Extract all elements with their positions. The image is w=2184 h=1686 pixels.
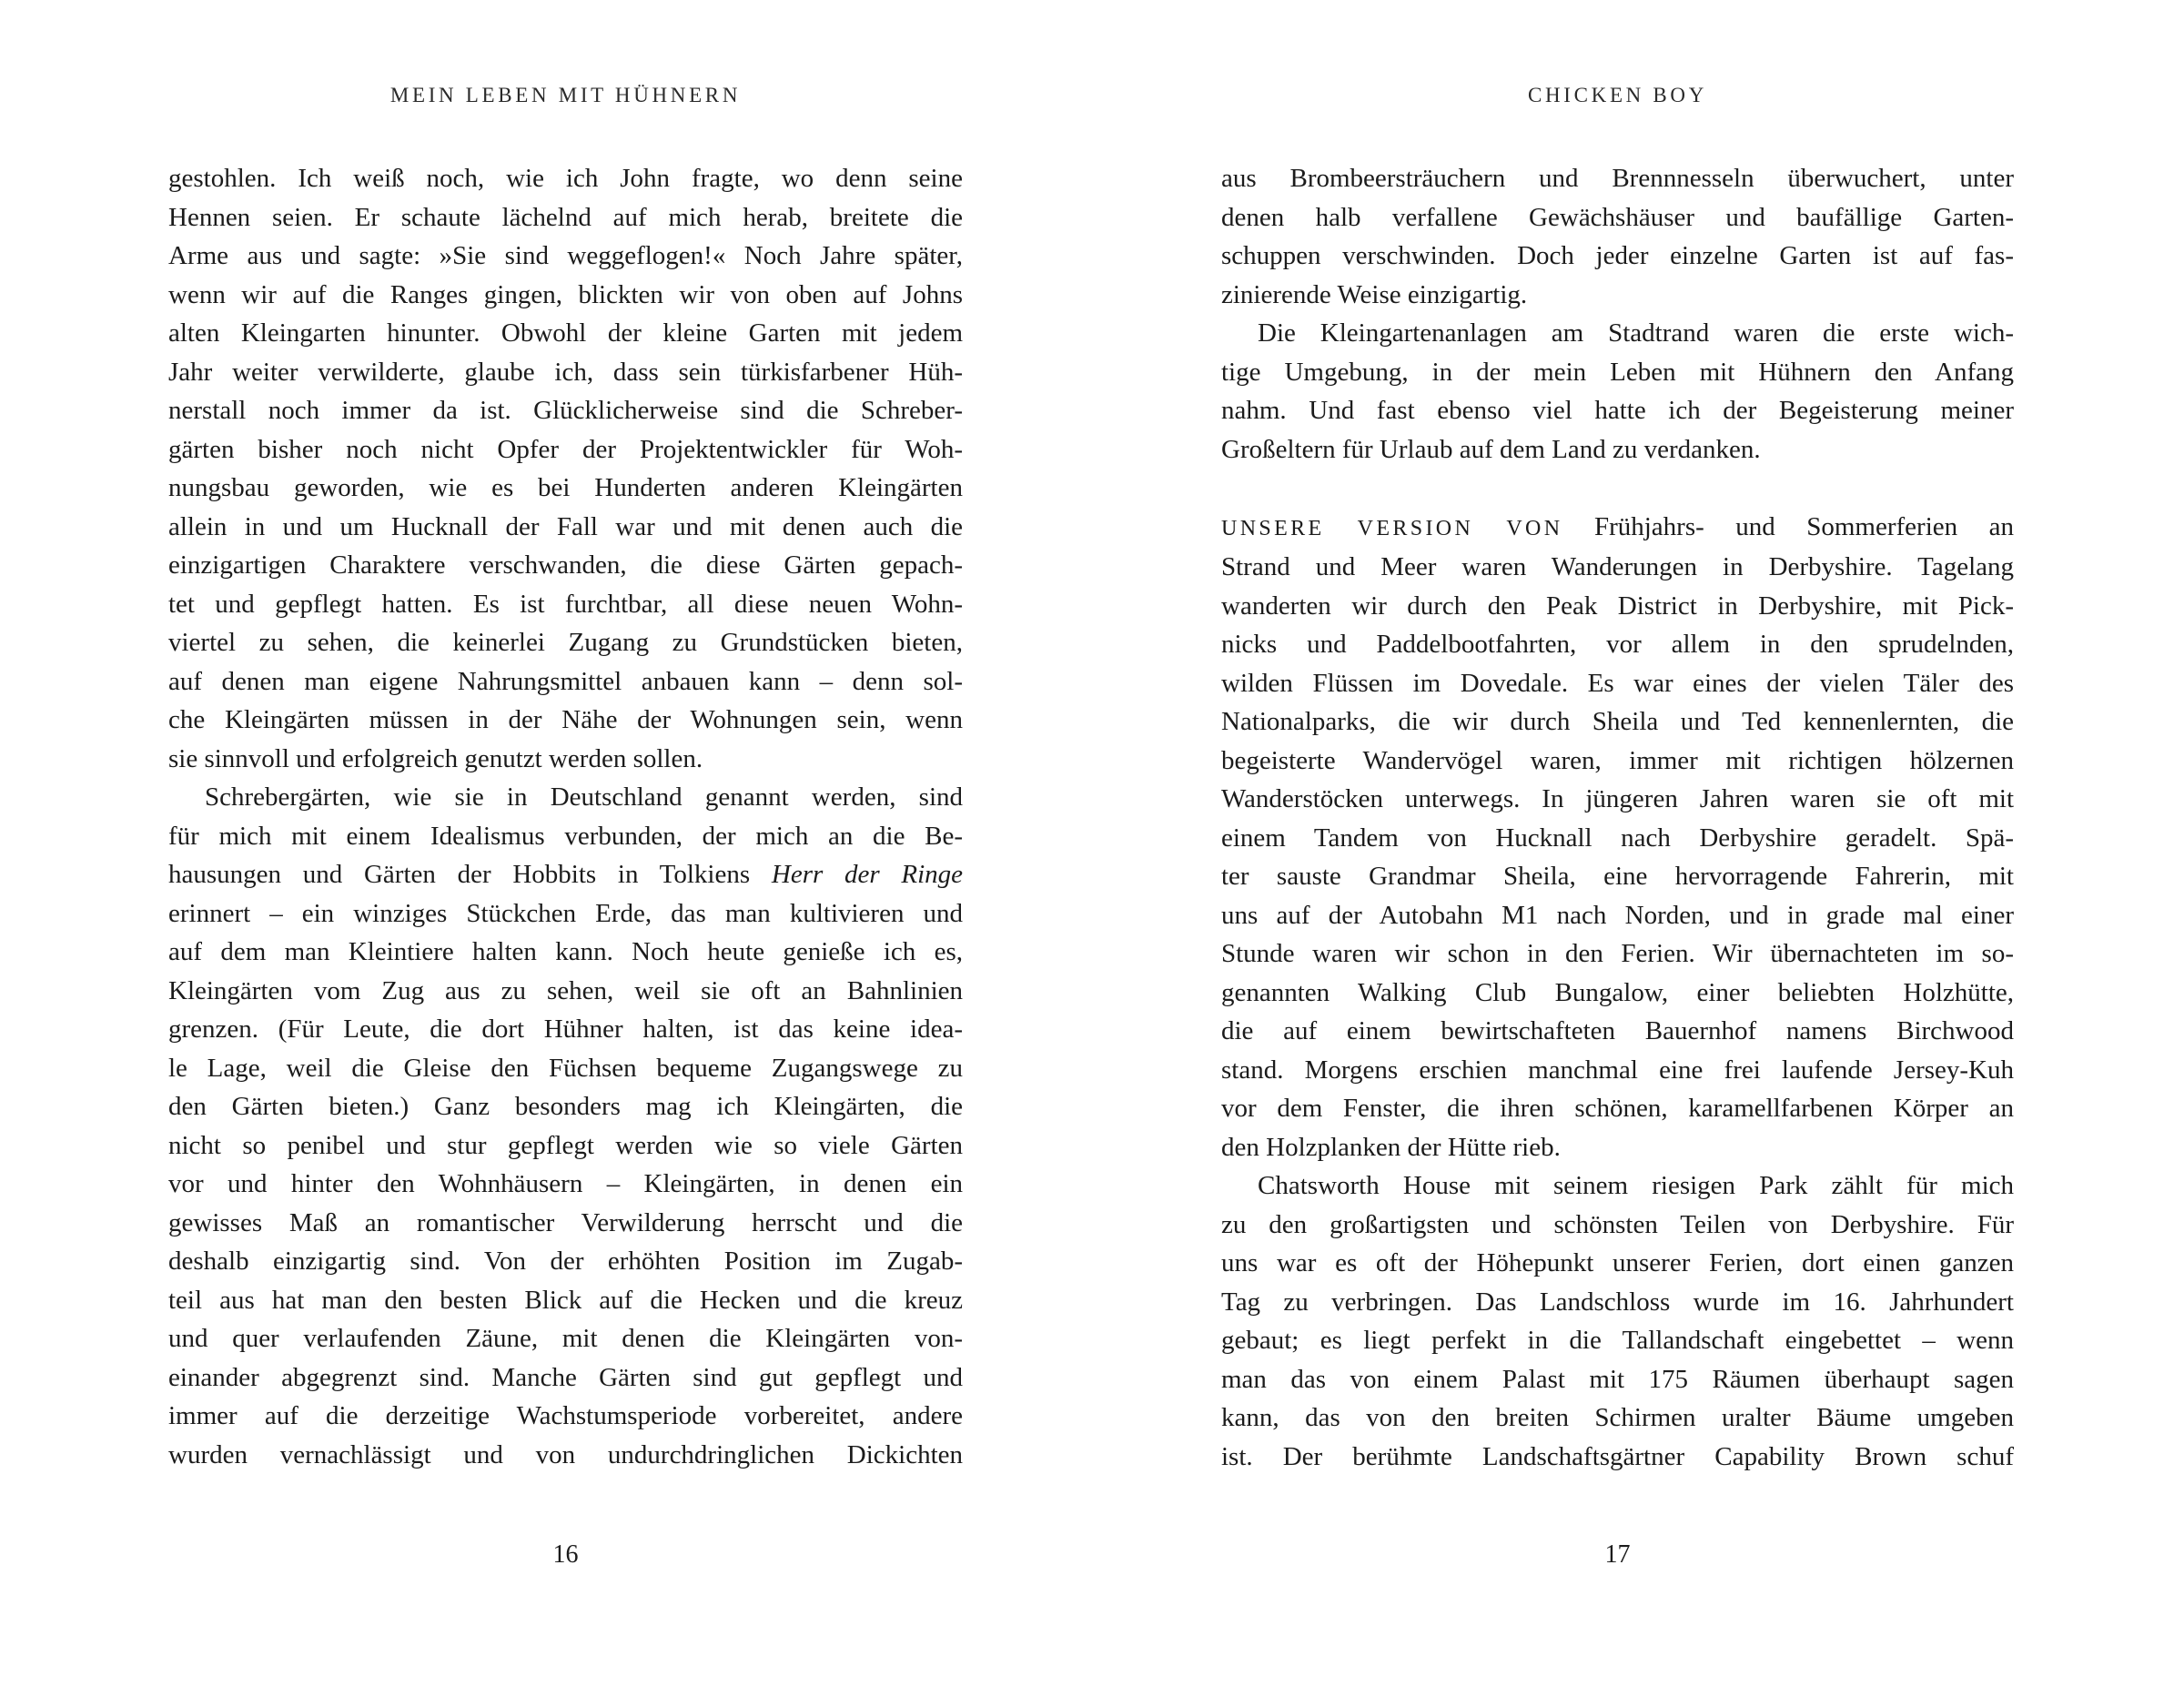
text-segment: Arme aus und sagte: »Sie sind weggeflogen!« Noch Jahre später, — [168, 241, 963, 270]
text-segment: ter sauste Grandmar Sheila, eine hervorragende Fahrerin, mit — [1221, 862, 2014, 891]
text-segment: le Lage, weil die Gleise den Füchsen bequeme Zugangswege zu — [168, 1053, 963, 1083]
text-line — [168, 430, 963, 469]
text-line — [168, 817, 963, 856]
text-line — [1221, 819, 2014, 858]
text-line — [168, 1049, 963, 1088]
text-segment: gewisses Maß an romantischer Verwilderung herrscht und die — [168, 1207, 963, 1237]
text-segment: nahm. Und fast ebenso viel hatte ich der Begeisterung meiner — [1221, 396, 2014, 425]
page-number-right: 17 — [1604, 1540, 1631, 1569]
text-line — [1221, 587, 2014, 626]
text-line — [168, 1281, 963, 1320]
text-segment: Kleingärten vom Zug aus zu sehen, weil sie oft an Bahnlinien — [168, 975, 963, 1005]
running-header-right: CHICKEN BOY — [1527, 84, 1707, 106]
text-segment-italic: Herr der Ringe — [771, 860, 964, 889]
text-segment: erinnert – ein winziges Stückchen Erde, das man kultivieren und — [168, 898, 963, 928]
text-line — [168, 972, 963, 1011]
text-segment: hausungen und Gärten der Hobbits in Tolkiens — [168, 860, 772, 889]
text-segment: und quer verlaufenden Zäune, mit denen die Kleingärten von- — [168, 1324, 963, 1353]
text-line — [1221, 198, 2014, 237]
text-segment: gestohlen. Ich weiß noch, wie ich John fragte, wo denn seine — [168, 164, 963, 193]
text-line — [1221, 1166, 2014, 1206]
text-line — [1221, 1206, 2014, 1245]
text-segment: Strand und Meer waren Wanderungen in Derbyshire. Tagelang — [1221, 552, 2014, 581]
text-segment: einzigartigen Charaktere verschwanden, die diese Gärten gepach- — [168, 550, 963, 580]
text-segment: zu den großartigsten und schönsten Teilen von Derbyshire. Für — [1221, 1209, 2014, 1239]
text-line — [1221, 237, 2014, 276]
text-segment: man das von einem Palast mit 175 Räumen überhaupt sagen — [1221, 1364, 2014, 1394]
text-line — [1221, 1360, 2014, 1399]
text-segment: immer auf die derzeitige Wachstumsperiode vorbereitet, andere — [168, 1401, 963, 1430]
text-line — [168, 314, 963, 353]
text-segment: den Holzplanken der Hütte rieb. — [1221, 1132, 1561, 1162]
text-segment: schuppen verschwinden. Doch jeder einzelne Garten ist auf fas- — [1221, 241, 2014, 270]
text-line — [1221, 1012, 2014, 1051]
text-line — [1221, 276, 2014, 315]
paragraph — [1221, 159, 2014, 314]
text-segment: wilden Flüssen im Dovedale. Es war eines der vielen Täler des — [1221, 668, 2014, 698]
text-line — [1221, 159, 2014, 198]
text-segment: den Gärten bieten.) Ganz besonders mag ich Kleingärten, die — [168, 1092, 963, 1121]
text-segment: sie sinnvoll und erfolgreich genutzt werden sollen. — [168, 743, 703, 773]
text-segment: alten Kleingarten hinunter. Obwohl der kleine Garten mit jedem — [168, 318, 963, 348]
text-segment: ist. Der berühmte Landschaftsgärtner Capability Brown schuf — [1221, 1441, 2014, 1471]
text-segment: Großeltern für Urlaub auf dem Land zu verdanken. — [1221, 434, 1761, 464]
text-line — [168, 1087, 963, 1126]
text-line — [168, 159, 963, 198]
text-line — [1221, 1051, 2014, 1090]
text-segment: vor dem Fenster, die ihren schönen, karamellfarbenen Körper an — [1221, 1094, 2014, 1123]
text-line — [168, 1436, 963, 1475]
text-line — [168, 740, 963, 779]
text-segment: genannten Walking Club Bungalow, einer beliebten Holzhütte, — [1221, 977, 2014, 1007]
text-segment: deshalb einzigartig sind. Von der erhöhten Position im Zugab- — [168, 1247, 963, 1276]
text-line — [1221, 857, 2014, 896]
text-line — [1221, 702, 2014, 742]
text-line — [168, 391, 963, 430]
left-page-body — [168, 159, 963, 1474]
text-line — [168, 778, 963, 817]
text-segment: einander abgegrenzt sind. Manche Gärten sind gut gepflegt und — [168, 1362, 963, 1392]
text-segment: viertel zu sehen, die keinerlei Zugang zu Grundstücken bieten, — [168, 628, 963, 657]
text-line — [168, 198, 963, 237]
text-segment: wurden vernachlässigt und von undurchdringlichen Dickichten — [168, 1439, 963, 1469]
paragraph — [168, 778, 963, 1474]
text-segment: Schrebergärten, wie sie in Deutschland genannt werden, sind — [205, 782, 963, 812]
text-line — [168, 546, 963, 585]
text-segment: tet und gepflegt hatten. Es ist furchtbar, all diese neuen Wohn- — [168, 589, 963, 619]
text-line — [1221, 1438, 2014, 1477]
text-line — [1221, 391, 2014, 430]
text-line — [168, 276, 963, 315]
text-line — [168, 585, 963, 624]
text-segment: Frühjahrs- und Sommerferien an — [1562, 511, 2015, 541]
text-line — [168, 1126, 963, 1166]
text-line — [1221, 314, 2014, 353]
text-line — [1221, 1244, 2014, 1283]
text-line — [1221, 353, 2014, 392]
text-line — [1221, 430, 2014, 469]
text-line — [168, 855, 963, 894]
text-segment: die auf einem bewirtschafteten Bauernhof namens Birchwood — [1221, 1016, 2014, 1045]
text-line — [1221, 548, 2014, 587]
text-line — [168, 894, 963, 934]
text-line — [168, 1165, 963, 1204]
text-segment: Nationalparks, die wir durch Sheila und Ted kennenlernten, die — [1221, 707, 2014, 736]
text-line — [1221, 780, 2014, 819]
page-number-left: 16 — [552, 1540, 579, 1569]
text-segment-smallcaps: UNSERE VERSION VON — [1221, 516, 1563, 540]
text-segment: Hennen seien. Er schaute lächelnd auf mich herab, breitete die — [168, 202, 963, 232]
text-segment: Die Kleingartenanlagen am Stadtrand waren die erste wich- — [1258, 318, 2014, 348]
text-segment: begeisterte Wandervögel waren, immer mit richtigen hölzernen — [1221, 745, 2014, 775]
text-segment: tige Umgebung, in der mein Leben mit Hühnern den Anfang — [1221, 357, 2014, 387]
text-segment: wenn wir auf die Ranges gingen, blickten wir von oben auf Johns — [168, 279, 963, 309]
text-segment: che Kleingärten müssen in der Nähe der Wohnungen sein, wenn — [168, 705, 963, 734]
text-line — [168, 623, 963, 662]
text-segment: Chatsworth House mit seinem riesigen Park zählt für mich — [1258, 1171, 2014, 1200]
text-segment: Stunde waren wir schon in den Ferien. Wir übernachteten im so- — [1221, 939, 2014, 968]
text-line — [1221, 1321, 2014, 1360]
text-segment: kann, das von den breiten Schirmen uralter Bäume umgeben — [1221, 1403, 2014, 1432]
text-segment: teil aus hat man den besten Blick auf die Hecken und die kreuz — [168, 1285, 963, 1315]
text-line — [1221, 934, 2014, 974]
text-segment: allein in und um Hucknall der Fall war und mit denen auch die — [168, 511, 963, 541]
text-segment: auf denen man eigene Nahrungsmittel anbauen kann – denn sol- — [168, 666, 963, 696]
paragraph — [1221, 508, 2014, 1167]
text-line — [168, 1242, 963, 1281]
text-line — [1221, 1089, 2014, 1128]
text-segment: grenzen. (Für Leute, die dort Hühner halten, ist das keine idea- — [168, 1015, 963, 1044]
paragraph — [1221, 1166, 2014, 1476]
text-segment: Wanderstöcken unterwegs. In jüngeren Jahren waren sie oft mit — [1221, 784, 2014, 813]
text-line — [168, 1397, 963, 1436]
text-segment: aus Brombeersträuchern und Brennnesseln überwuchert, unter — [1221, 164, 2014, 193]
text-line — [168, 1319, 963, 1358]
text-segment: nerstall noch immer da ist. Glücklicherweise sind die Schreber- — [168, 396, 963, 425]
text-segment: gärten bisher noch nicht Opfer der Projektentwickler für Woh- — [168, 434, 963, 464]
text-segment: Tag zu verbringen. Das Landschloss wurde im 16. Jahrhundert — [1221, 1287, 2014, 1317]
right-page — [1221, 0, 2014, 1686]
text-line — [168, 237, 963, 276]
text-line — [168, 353, 963, 392]
text-segment: gebaut; es liegt perfekt in die Tallandschaft eingebettet – wenn — [1221, 1326, 2014, 1355]
text-segment: nungsbau geworden, wie es bei Hunderten anderen Kleingärten — [168, 473, 963, 502]
text-line — [1221, 625, 2014, 664]
text-segment: auf dem man Kleintiere halten kann. Noch heute genieße ich es, — [168, 937, 963, 966]
text-segment: stand. Morgens erschien manchmal eine frei laufende Jersey-Kuh — [1221, 1055, 2014, 1085]
left-page — [168, 0, 963, 1686]
text-segment: für mich mit einem Idealismus verbunden, der mich an die Be- — [168, 821, 963, 851]
text-line — [1221, 896, 2014, 935]
text-line — [168, 1010, 963, 1049]
text-segment: denen halb verfallene Gewächshäuser und baufällige Garten- — [1221, 202, 2014, 232]
text-segment: Jahr weiter verwilderte, glaube ich, dass sein türkisfarbener Hüh- — [168, 357, 963, 387]
text-segment: uns auf der Autobahn M1 nach Norden, und in grade mal einer — [1221, 900, 2014, 930]
right-page-body — [1221, 159, 2014, 1476]
text-segment: uns war es oft der Höhepunkt unserer Ferien, dort einen ganzen — [1221, 1248, 2014, 1277]
text-segment: einem Tandem von Hucknall nach Derbyshire geradelt. Spä- — [1221, 823, 2014, 853]
text-line — [1221, 1398, 2014, 1438]
text-line — [168, 1358, 963, 1398]
paragraph — [168, 159, 963, 778]
text-line — [1221, 664, 2014, 703]
text-segment: zinierende Weise einzigartig. — [1221, 279, 1528, 309]
text-segment: nicht so penibel und stur gepflegt werden wie so viele Gärten — [168, 1130, 963, 1160]
text-segment: vor und hinter den Wohnhäusern – Kleingärten, in denen ein — [168, 1169, 963, 1198]
text-line — [168, 662, 963, 702]
text-line — [1221, 974, 2014, 1013]
text-segment: wanderten wir durch den Peak District in Derbyshire, mit Pick- — [1221, 591, 2014, 621]
text-line — [168, 469, 963, 508]
text-line — [168, 508, 963, 547]
text-line — [1221, 742, 2014, 781]
text-line — [1221, 1128, 2014, 1167]
text-line — [168, 1204, 963, 1243]
text-line — [168, 933, 963, 972]
running-header-left: MEIN LEBEN MIT HÜHNERN — [389, 84, 742, 106]
text-line — [1221, 1283, 2014, 1322]
paragraph — [1221, 314, 2014, 469]
text-line — [168, 701, 963, 740]
text-segment: nicks und Paddelbootfahrten, vor allem in den sprudelnden, — [1221, 630, 2014, 659]
text-line — [1221, 508, 2014, 549]
